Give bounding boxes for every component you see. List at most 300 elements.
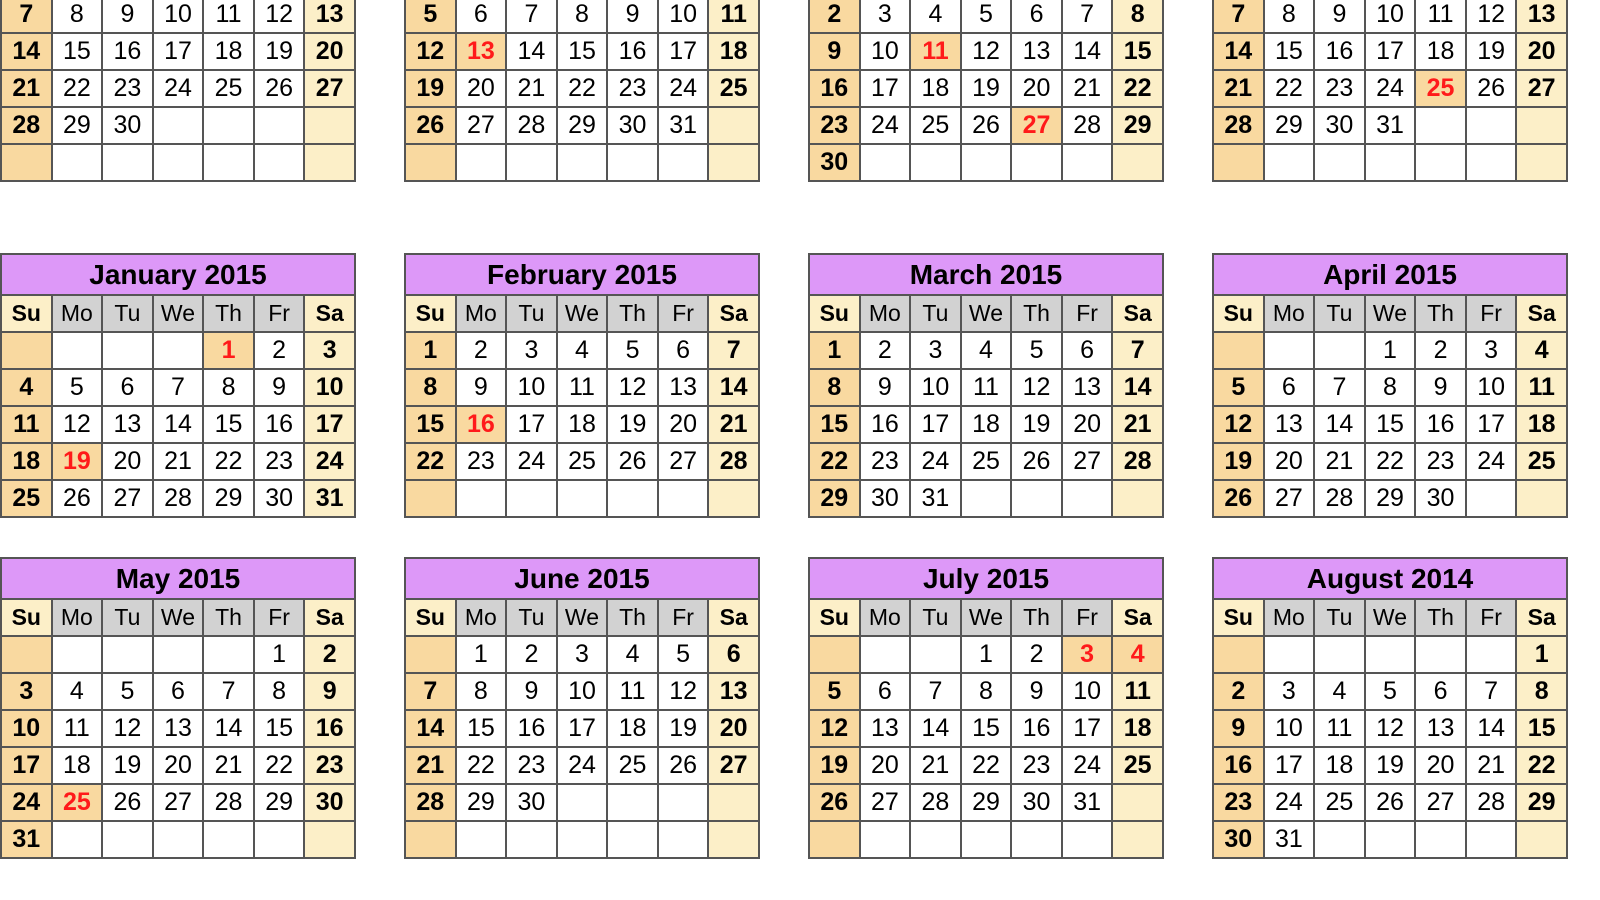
empty-cell [405,144,456,181]
empty-cell [1112,480,1163,517]
day-cell: 19 [607,406,658,443]
day-cell: 9 [1415,369,1466,406]
empty-cell [405,821,456,858]
day-cell: 6 [658,332,709,369]
day-cell: 7 [153,369,204,406]
day-cell: 13 [658,369,709,406]
day-cell: 14 [153,406,204,443]
day-cell: 19 [1011,406,1062,443]
weekday-header-sa: Sa [1112,599,1163,636]
day-cell: 8 [809,369,860,406]
day-cell: 18 [1516,406,1567,443]
day-cell: 8 [456,673,507,710]
day-cell: 16 [1011,710,1062,747]
day-cell: 1 [961,636,1012,673]
weekday-header-we: We [557,599,608,636]
day-cell: 12 [1213,406,1264,443]
day-cell: 5 [1365,673,1416,710]
weekday-header-th: Th [607,295,658,332]
empty-cell [1213,144,1264,181]
empty-cell [557,144,608,181]
day-cell: 17 [1466,406,1517,443]
day-cell: 2 [506,636,557,673]
month-title: January 2015 [1,254,355,295]
day-cell: 6 [1062,332,1113,369]
day-cell: 29 [456,784,507,821]
empty-cell [506,480,557,517]
day-cell: 23 [102,70,153,107]
weekday-header-fr: Fr [1062,295,1113,332]
day-cell: 1 [1365,332,1416,369]
day-cell: 3 [557,636,608,673]
empty-cell [658,784,709,821]
day-cell: 4 [910,0,961,33]
weekday-header-fr: Fr [1466,295,1517,332]
day-cell: 6 [153,673,204,710]
day-cell: 24 [1062,747,1113,784]
day-cell: 25 [1516,443,1567,480]
day-cell: 18 [607,710,658,747]
day-cell: 24 [1365,70,1416,107]
day-cell: 8 [203,369,254,406]
day-cell: 24 [153,70,204,107]
day-cell: 11 [708,0,759,33]
day-cell: 3 [304,332,355,369]
weekday-header-fr: Fr [658,295,709,332]
day-cell: 27 [1516,70,1567,107]
day-cell: 29 [254,784,305,821]
empty-cell [153,821,204,858]
day-cell: 3 [1,673,52,710]
day-cell: 7 [708,332,759,369]
day-cell: 4 [961,332,1012,369]
day-cell: 16 [1213,747,1264,784]
day-cell: 18 [910,70,961,107]
month-table [0,557,356,859]
day-cell: 27 [1011,107,1062,144]
day-cell: 14 [1062,33,1113,70]
day-cell: 27 [860,784,911,821]
empty-cell [1,636,52,673]
weekday-header-th: Th [203,599,254,636]
empty-cell [456,821,507,858]
day-cell: 20 [1516,33,1567,70]
day-cell: 20 [153,747,204,784]
day-cell: 24 [658,70,709,107]
day-cell: 23 [304,747,355,784]
empty-cell [708,480,759,517]
day-cell: 11 [1516,369,1567,406]
day-cell: 27 [658,443,709,480]
empty-cell [102,144,153,181]
weekday-header-su: Su [1,599,52,636]
day-cell: 7 [1213,0,1264,33]
day-cell: 30 [1415,480,1466,517]
day-cell: 18 [1,443,52,480]
weekday-header-su: Su [405,599,456,636]
empty-cell [304,107,355,144]
month-table [404,253,760,518]
day-cell: 6 [1011,0,1062,33]
day-cell: 23 [1011,747,1062,784]
day-cell: 23 [1213,784,1264,821]
day-cell: 14 [203,710,254,747]
empty-cell [809,821,860,858]
day-cell: 20 [1415,747,1466,784]
day-cell: 22 [203,443,254,480]
day-cell: 27 [304,70,355,107]
day-cell: 10 [304,369,355,406]
day-cell: 18 [1314,747,1365,784]
month-calendar [1212,253,1568,518]
day-cell: 25 [1314,784,1365,821]
empty-cell [1112,144,1163,181]
day-cell: 28 [203,784,254,821]
day-cell: 18 [557,406,608,443]
day-cell: 19 [961,70,1012,107]
day-cell: 29 [1365,480,1416,517]
empty-cell [708,784,759,821]
empty-cell [1,144,52,181]
weekday-header-we: We [1365,599,1416,636]
month-title: February 2015 [405,254,759,295]
day-cell: 2 [860,332,911,369]
day-cell: 3 [1466,332,1517,369]
weekday-header-tu: Tu [102,599,153,636]
day-cell: 9 [1011,673,1062,710]
day-cell: 4 [557,332,608,369]
day-cell: 14 [506,33,557,70]
month-table [404,557,760,859]
day-cell: 17 [304,406,355,443]
month-calendar [808,0,1164,182]
month-calendar [0,253,356,518]
day-cell: 19 [658,710,709,747]
weekday-header-fr: Fr [658,599,709,636]
empty-cell [1516,107,1567,144]
weekday-header-su: Su [405,295,456,332]
empty-cell [1314,636,1365,673]
day-cell: 9 [456,369,507,406]
empty-cell [1466,480,1517,517]
empty-cell [102,821,153,858]
empty-cell [1466,144,1517,181]
day-cell: 8 [1516,673,1567,710]
day-cell: 1 [1516,636,1567,673]
empty-cell [304,821,355,858]
day-cell: 11 [1,406,52,443]
day-cell: 28 [708,443,759,480]
day-cell: 6 [1415,673,1466,710]
weekday-header-mo: Mo [456,295,507,332]
day-cell: 21 [708,406,759,443]
day-cell: 31 [910,480,961,517]
weekday-header-sa: Sa [304,295,355,332]
weekday-header-tu: Tu [506,599,557,636]
weekday-header-mo: Mo [860,599,911,636]
day-cell: 31 [1,821,52,858]
day-cell: 25 [607,747,658,784]
day-cell: 5 [1011,332,1062,369]
weekday-header-th: Th [1011,295,1062,332]
day-cell: 31 [1365,107,1416,144]
day-cell: 5 [405,0,456,33]
day-cell: 26 [1365,784,1416,821]
empty-cell [1213,636,1264,673]
day-cell: 9 [809,33,860,70]
day-cell: 7 [405,673,456,710]
empty-cell [153,636,204,673]
empty-cell [1264,332,1315,369]
day-cell: 22 [1516,747,1567,784]
weekday-header-fr: Fr [1062,599,1113,636]
empty-cell [1466,107,1517,144]
empty-cell [52,144,103,181]
day-cell: 13 [708,673,759,710]
day-cell: 13 [860,710,911,747]
day-cell: 17 [860,70,911,107]
day-cell: 13 [1264,406,1315,443]
day-cell: 10 [1365,0,1416,33]
empty-cell [910,636,961,673]
day-cell: 15 [1516,710,1567,747]
day-cell: 24 [1264,784,1315,821]
empty-cell [1112,784,1163,821]
day-cell: 13 [1062,369,1113,406]
empty-cell [557,821,608,858]
day-cell: 22 [809,443,860,480]
day-cell: 11 [203,0,254,33]
empty-cell [708,821,759,858]
day-cell: 17 [658,33,709,70]
empty-cell [708,107,759,144]
day-cell: 12 [405,33,456,70]
day-cell: 5 [102,673,153,710]
empty-cell [557,480,608,517]
day-cell: 13 [153,710,204,747]
day-cell: 15 [1365,406,1416,443]
day-cell: 5 [961,0,1012,33]
day-cell: 15 [1264,33,1315,70]
day-cell: 7 [910,673,961,710]
weekday-header-tu: Tu [910,599,961,636]
day-cell: 5 [607,332,658,369]
day-cell: 22 [52,70,103,107]
month-table [808,557,1164,859]
day-cell: 8 [961,673,1012,710]
day-cell: 9 [102,0,153,33]
day-cell: 10 [658,0,709,33]
weekday-header-su: Su [1213,599,1264,636]
day-cell: 21 [1314,443,1365,480]
day-cell: 10 [860,33,911,70]
day-cell: 3 [1062,636,1113,673]
empty-cell [203,107,254,144]
day-cell: 25 [1,480,52,517]
weekday-header-we: We [961,599,1012,636]
empty-cell [203,144,254,181]
day-cell: 13 [1415,710,1466,747]
day-cell: 23 [456,443,507,480]
month-table [1212,557,1568,859]
day-cell: 30 [809,144,860,181]
day-cell: 11 [1314,710,1365,747]
weekday-header-th: Th [203,295,254,332]
day-cell: 26 [1011,443,1062,480]
day-cell: 14 [1314,406,1365,443]
day-cell: 1 [456,636,507,673]
day-cell: 22 [456,747,507,784]
weekday-header-th: Th [1415,599,1466,636]
empty-cell [658,821,709,858]
day-cell: 25 [52,784,103,821]
day-cell: 17 [1264,747,1315,784]
empty-cell [607,821,658,858]
day-cell: 25 [910,107,961,144]
day-cell: 20 [658,406,709,443]
day-cell: 3 [506,332,557,369]
day-cell: 31 [1062,784,1113,821]
empty-cell [1264,636,1315,673]
weekday-header-sa: Sa [1516,599,1567,636]
month-table [1212,253,1568,518]
weekday-header-mo: Mo [52,295,103,332]
day-cell: 27 [102,480,153,517]
day-cell: 14 [910,710,961,747]
day-cell: 30 [1213,821,1264,858]
day-cell: 12 [1466,0,1517,33]
day-cell: 4 [1516,332,1567,369]
day-cell: 8 [1264,0,1315,33]
day-cell: 20 [304,33,355,70]
day-cell: 21 [1062,70,1113,107]
empty-cell [405,636,456,673]
day-cell: 12 [1365,710,1416,747]
day-cell: 19 [1213,443,1264,480]
day-cell: 7 [1,0,52,33]
day-cell: 29 [1264,107,1315,144]
day-cell: 18 [708,33,759,70]
month-title: March 2015 [809,254,1163,295]
day-cell: 7 [1112,332,1163,369]
day-cell: 28 [1314,480,1365,517]
empty-cell [1466,821,1517,858]
day-cell: 1 [809,332,860,369]
day-cell: 12 [961,33,1012,70]
month-calendar [808,557,1164,859]
day-cell: 8 [254,673,305,710]
day-cell: 14 [708,369,759,406]
day-cell: 13 [1516,0,1567,33]
month-table [808,253,1164,518]
empty-cell [860,636,911,673]
weekday-header-sa: Sa [1516,295,1567,332]
month-calendar [404,557,760,859]
day-cell: 17 [153,33,204,70]
month-table [1212,0,1568,182]
day-cell: 24 [1466,443,1517,480]
month-title: April 2015 [1213,254,1567,295]
day-cell: 14 [1112,369,1163,406]
weekday-header-th: Th [607,599,658,636]
day-cell: 31 [304,480,355,517]
day-cell: 30 [860,480,911,517]
weekday-header-we: We [153,599,204,636]
day-cell: 24 [860,107,911,144]
empty-cell [1011,480,1062,517]
day-cell: 23 [254,443,305,480]
day-cell: 12 [254,0,305,33]
month-calendar [0,0,356,182]
empty-cell [405,480,456,517]
day-cell: 21 [1213,70,1264,107]
day-cell: 26 [961,107,1012,144]
weekday-header-sa: Sa [304,599,355,636]
empty-cell [809,636,860,673]
day-cell: 23 [506,747,557,784]
month-table [0,0,356,182]
day-cell: 6 [1264,369,1315,406]
day-cell: 29 [52,107,103,144]
day-cell: 7 [506,0,557,33]
empty-cell [1415,821,1466,858]
month-title: July 2015 [809,558,1163,599]
day-cell: 25 [203,70,254,107]
weekday-header-sa: Sa [708,295,759,332]
day-cell: 10 [153,0,204,33]
empty-cell [961,144,1012,181]
day-cell: 2 [254,332,305,369]
day-cell: 17 [1,747,52,784]
day-cell: 23 [1314,70,1365,107]
day-cell: 11 [961,369,1012,406]
empty-cell [254,144,305,181]
empty-cell [1415,144,1466,181]
weekday-header-th: Th [1415,295,1466,332]
day-cell: 27 [153,784,204,821]
day-cell: 23 [607,70,658,107]
empty-cell [607,784,658,821]
day-cell: 16 [607,33,658,70]
day-cell: 14 [405,710,456,747]
day-cell: 4 [52,673,103,710]
day-cell: 11 [607,673,658,710]
weekday-header-we: We [961,295,1012,332]
day-cell: 1 [254,636,305,673]
empty-cell [52,636,103,673]
day-cell: 22 [1264,70,1315,107]
empty-cell [102,332,153,369]
day-cell: 18 [52,747,103,784]
day-cell: 21 [153,443,204,480]
weekday-header-we: We [153,295,204,332]
day-cell: 27 [708,747,759,784]
day-cell: 5 [1213,369,1264,406]
day-cell: 26 [1466,70,1517,107]
empty-cell [1112,821,1163,858]
day-cell: 5 [809,673,860,710]
empty-cell [961,821,1012,858]
day-cell: 17 [910,406,961,443]
weekday-header-tu: Tu [910,295,961,332]
empty-cell [607,144,658,181]
day-cell: 2 [1213,673,1264,710]
day-cell: 14 [1,33,52,70]
day-cell: 17 [557,710,608,747]
day-cell: 23 [809,107,860,144]
day-cell: 26 [102,784,153,821]
month-calendar [1212,0,1568,182]
